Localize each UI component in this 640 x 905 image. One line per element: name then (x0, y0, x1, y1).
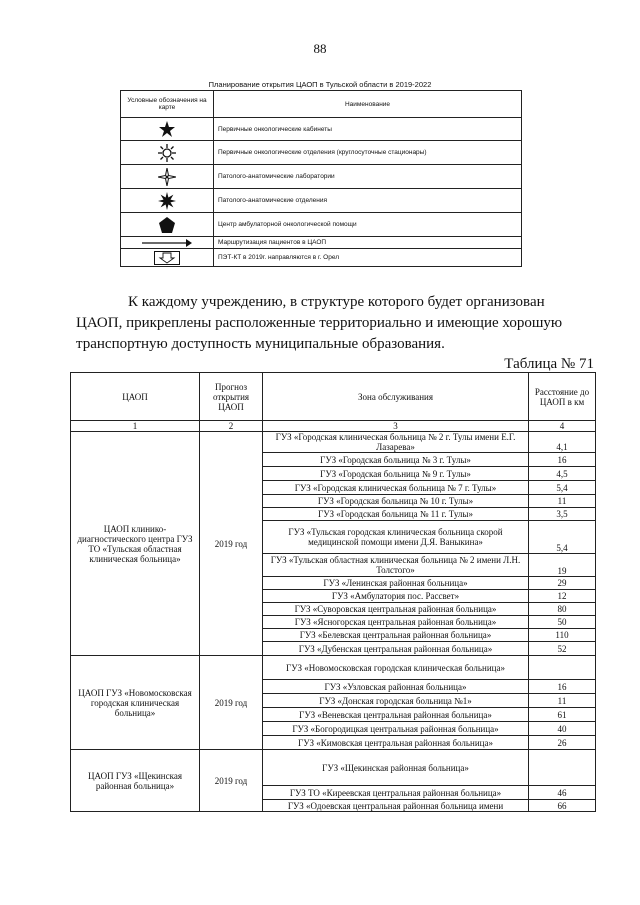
distance-cell: 11 (529, 694, 596, 708)
distance-cell: 29 (529, 577, 596, 590)
zone-cell: ГУЗ «Городская клиническая больница № 7 г. Тулы» (263, 481, 529, 495)
table-row (71, 656, 596, 680)
zone-cell: ГУЗ «Городская больница № 11 г. Тулы» (263, 508, 529, 521)
distance-cell: 19 (529, 554, 596, 577)
pentagon-icon (159, 217, 175, 233)
zone-cell: ГУЗ «Новомосковская городская клиническая больница» (263, 656, 529, 680)
caop-year: 2019 год (200, 750, 263, 812)
table-row (71, 750, 596, 786)
col-number: 2 (200, 421, 263, 432)
distance-cell: 46 (529, 786, 596, 800)
zone-cell: ГУЗ «Богородицкая центральная районная больница» (263, 722, 529, 736)
star-icon (159, 121, 175, 137)
distance-cell: 16 (529, 453, 596, 467)
service-zones-table (70, 372, 596, 812)
zone-cell: ГУЗ «Дубенская центральная районная больница» (263, 642, 529, 656)
sunburst-icon (158, 192, 176, 210)
caop-year: 2019 год (200, 656, 263, 750)
legend-item-label: Первичные онкологические кабинеты (214, 118, 522, 141)
legend-item-label: Патолого-анатомические лаборатории (214, 165, 522, 189)
paragraph-line-1: К каждому учреждению, в структуре которого будет организован (128, 294, 545, 310)
legend-item-label: Маршрутизация пациентов в ЦАОП (214, 237, 522, 249)
legend-item-label: ПЭТ-КТ в 2019г. направляются в г. Орел (214, 249, 522, 267)
distance-cell: 110 (529, 629, 596, 642)
compass-star-icon (158, 168, 176, 186)
table-label: Таблица № 71 (504, 356, 594, 372)
zone-cell: ГУЗ «Амбулатория пос. Рассвет» (263, 590, 529, 603)
table-row (71, 432, 596, 453)
col-number: 4 (529, 421, 596, 432)
distance-cell: 61 (529, 708, 596, 722)
zone-cell: ГУЗ «Тульская городская клиническая больница скорой медицинской помощи имени Д.Я. Ваныкина» (263, 521, 529, 554)
legend-table (120, 90, 522, 267)
header-zone: Зона обслуживания (263, 373, 529, 421)
zone-cell: ГУЗ «Городская больница № 3 г. Тулы» (263, 453, 529, 467)
distance-cell: 66 (529, 800, 596, 812)
legend-item-label: Центр амбулаторной онкологической помощи (214, 213, 522, 237)
distance-cell (529, 750, 596, 786)
caop-year: 2019 год (200, 432, 263, 656)
zone-cell: ГУЗ «Веневская центральная районная больница» (263, 708, 529, 722)
zone-cell: ГУЗ «Ясногорская центральная районная больница» (263, 616, 529, 629)
box-arrow-icon (154, 251, 180, 265)
distance-cell: 40 (529, 722, 596, 736)
paragraph-line-3: транспортную доступность муниципальные образования. (76, 336, 445, 352)
zone-cell: ГУЗ ТО «Киреевская центральная районная больница» (263, 786, 529, 800)
distance-cell: 50 (529, 616, 596, 629)
zone-cell: ГУЗ «Донская городская больница №1» (263, 694, 529, 708)
zone-cell: ГУЗ «Одоевская центральная районная больница имени (263, 800, 529, 812)
distance-cell: 26 (529, 736, 596, 750)
col-number: 1 (71, 421, 200, 432)
zone-cell: ГУЗ «Кимовская центральная районная больница» (263, 736, 529, 750)
distance-cell: 4,1 (529, 432, 596, 453)
zone-cell: ГУЗ «Ленинская районная больница» (263, 577, 529, 590)
zone-cell: ГУЗ «Городская клиническая больница № 2 г. Тулы имени Е.Г. Лазарева» (263, 432, 529, 453)
distance-cell: 5,4 (529, 521, 596, 554)
caop-name: ЦАОП ГУЗ «Новомосковская городская клиническая больница» (71, 656, 200, 750)
zone-cell: ГУЗ «Узловская районная больница» (263, 680, 529, 694)
zone-cell: ГУЗ «Городская больница № 9 г. Тулы» (263, 467, 529, 481)
zone-cell: ГУЗ «Белевская центральная районная больница» (263, 629, 529, 642)
header-caop: ЦАОП (71, 373, 200, 421)
caop-name: ЦАОП клинико-диагностического центра ГУЗ ТО «Тульская областная клиническая больница» (71, 432, 200, 656)
legend-header-name: Наименование (214, 91, 522, 118)
paragraph-line-2: ЦАОП, прикреплены расположенные территориально и имеющие хорошую (76, 315, 563, 331)
zone-cell: ГУЗ «Суворовская центральная районная больница» (263, 603, 529, 616)
legend-item-label: Патолого-анатомические отделения (214, 189, 522, 213)
legend-header-symbol: Условные обозначения на карте (121, 91, 214, 118)
zone-cell: ГУЗ «Тульская областная клиническая больница № 2 имени Л.Н. Толстого» (263, 554, 529, 577)
distance-cell: 52 (529, 642, 596, 656)
caop-name: ЦАОП ГУЗ «Щекинская районная больница» (71, 750, 200, 812)
distance-cell: 12 (529, 590, 596, 603)
legend-title: Планирование открытия ЦАОП в Тульской области в 2019-2022 (208, 80, 432, 89)
distance-cell: 3,5 (529, 508, 596, 521)
zone-cell: ГУЗ «Щекинская районная больница» (263, 750, 529, 786)
zone-cell: ГУЗ «Городская больница № 10 г. Тулы» (263, 495, 529, 508)
distance-cell: 5,4 (529, 481, 596, 495)
page-number: 88 (313, 41, 327, 56)
distance-cell: 16 (529, 680, 596, 694)
distance-cell: 80 (529, 603, 596, 616)
arrow-right-icon (142, 239, 192, 247)
sun-outline-icon (158, 144, 176, 162)
distance-cell: 11 (529, 495, 596, 508)
distance-cell: 4,5 (529, 467, 596, 481)
legend-item-label: Первичные онкологические отделения (круглосуточные стационары) (214, 141, 522, 165)
header-distance: Расстояние до ЦАОП в км (529, 373, 596, 421)
col-number: 3 (263, 421, 529, 432)
distance-cell (529, 656, 596, 680)
header-forecast: Прогноз открытия ЦАОП (200, 373, 263, 421)
